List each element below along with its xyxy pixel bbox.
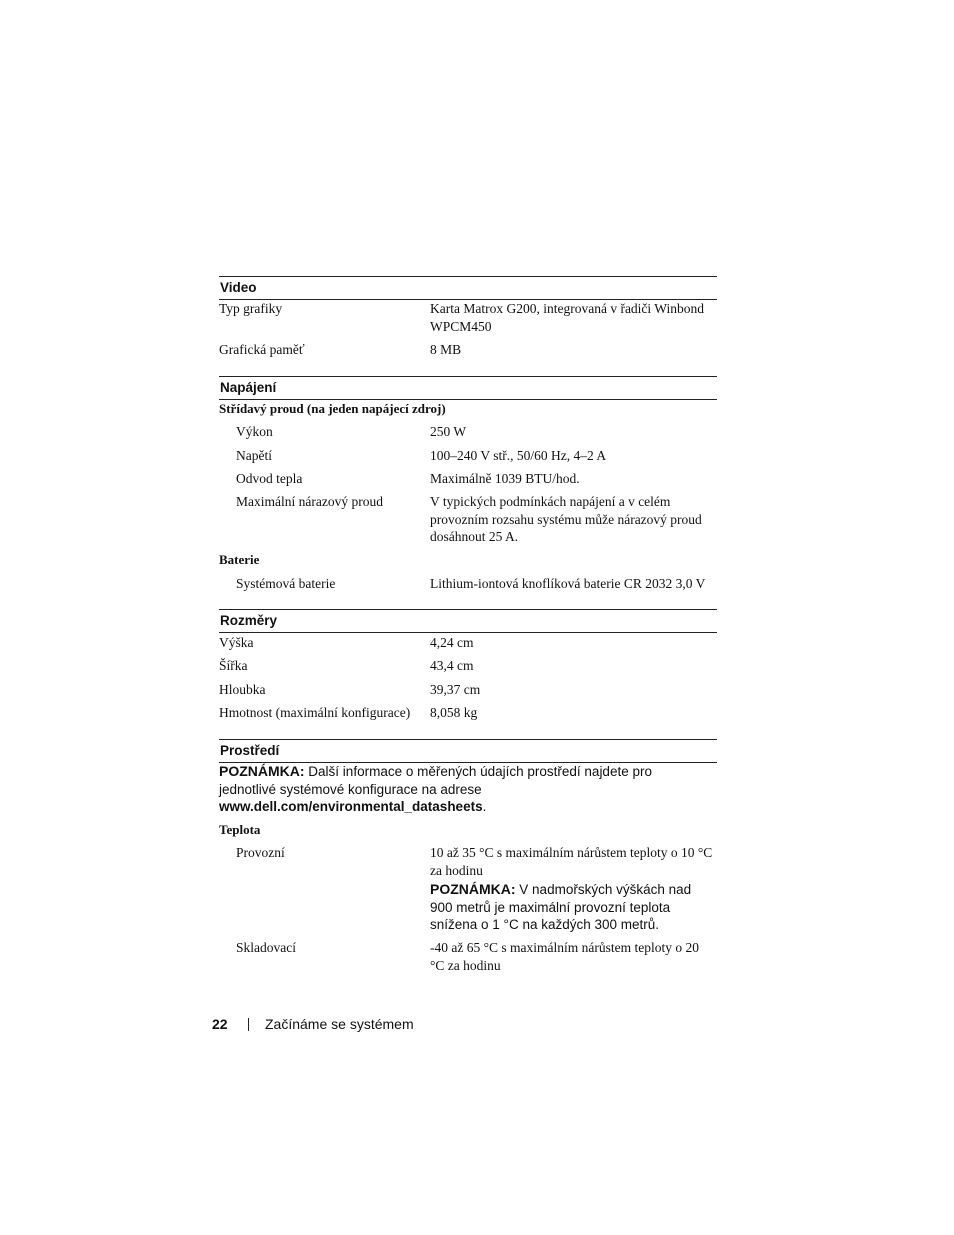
datasheets-link[interactable]: www.dell.com/environmental_datasheets bbox=[219, 799, 483, 814]
row-label-weight: Hmotnost (maximální konfigurace) bbox=[219, 705, 411, 720]
footer-title: Začínáme se systémem bbox=[265, 1016, 414, 1032]
operating-note bbox=[430, 881, 715, 934]
row-label-wattage: Výkon bbox=[236, 424, 273, 439]
subheading-battery: Baterie bbox=[219, 552, 260, 567]
row-value-graphics-memory: 8 MB bbox=[430, 342, 462, 357]
row-label-graphics-type: Typ grafiky bbox=[219, 301, 283, 316]
row-value-voltage: 100–240 V stř., 50/60 Hz, 4–2 A bbox=[430, 448, 607, 463]
note-label: POZNÁMKA: bbox=[219, 763, 305, 779]
row-label-system-battery: Systémová baterie bbox=[236, 576, 336, 591]
subheading-ac-power: Střídavý proud (na jeden napájecí zdroj) bbox=[219, 401, 446, 416]
operating-note-text: V nadmořských výškách nad 900 metrů je maximální provozní teplota snížena o 1 °C na každých 300 metrů. bbox=[430, 882, 692, 932]
note-text: Další informace o měřených údajích prostředí najdete pro jednotlivé systémové konfigurace na adrese bbox=[219, 764, 652, 797]
row-label-width: Šířka bbox=[219, 658, 248, 673]
environment-note bbox=[219, 763, 689, 816]
row-value-depth: 39,37 cm bbox=[430, 682, 481, 697]
row-value-wattage: 250 W bbox=[430, 424, 467, 439]
section-header-power: Napájení bbox=[219, 376, 717, 400]
row-value-weight: 8,058 kg bbox=[430, 705, 478, 720]
row-value-operating: 10 až 35 °C s maximálním nárůstem teploty o 10 °C za hodinu bbox=[430, 845, 713, 878]
row-label-storage: Skladovací bbox=[236, 940, 296, 955]
section-header-video: Video bbox=[219, 276, 717, 300]
row-value-system-battery: Lithium-iontová knoflíková baterie CR 2032 3,0 V bbox=[430, 576, 706, 591]
row-label-inrush-current: Maximální nárazový proud bbox=[236, 494, 383, 509]
subheading-temperature: Teplota bbox=[219, 822, 261, 837]
footer-separator bbox=[248, 1018, 249, 1031]
row-label-heat-dissipation: Odvod tepla bbox=[236, 471, 303, 486]
section-header-environment: Prostředí bbox=[219, 739, 717, 763]
page-number: 22 bbox=[212, 1016, 228, 1032]
row-value-storage: -40 až 65 °C s maximálním nárůstem teploty o 20 °C za hodinu bbox=[430, 940, 699, 973]
row-label-voltage: Napětí bbox=[236, 448, 272, 463]
row-label-height: Výška bbox=[219, 635, 254, 650]
row-value-graphics-type: Karta Matrox G200, integrovaná v řadiči Winbond WPCM450 bbox=[430, 301, 705, 334]
row-label-operating: Provozní bbox=[236, 845, 285, 860]
note-end: . bbox=[482, 799, 487, 814]
row-value-heat-dissipation: Maximálně 1039 BTU/hod. bbox=[430, 471, 580, 486]
row-label-graphics-memory: Grafická paměť bbox=[219, 342, 305, 357]
row-value-width: 43,4 cm bbox=[430, 658, 474, 673]
operating-note-label: POZNÁMKA: bbox=[430, 881, 516, 897]
row-label-depth: Hloubka bbox=[219, 682, 266, 697]
row-value-height: 4,24 cm bbox=[430, 635, 474, 650]
row-value-inrush-current: V typických podmínkách napájení a v celém provozním rozsahu systému může nárazový proud dosáhnout 25 A. bbox=[430, 494, 702, 544]
section-header-dimensions: Rozměry bbox=[219, 609, 717, 633]
